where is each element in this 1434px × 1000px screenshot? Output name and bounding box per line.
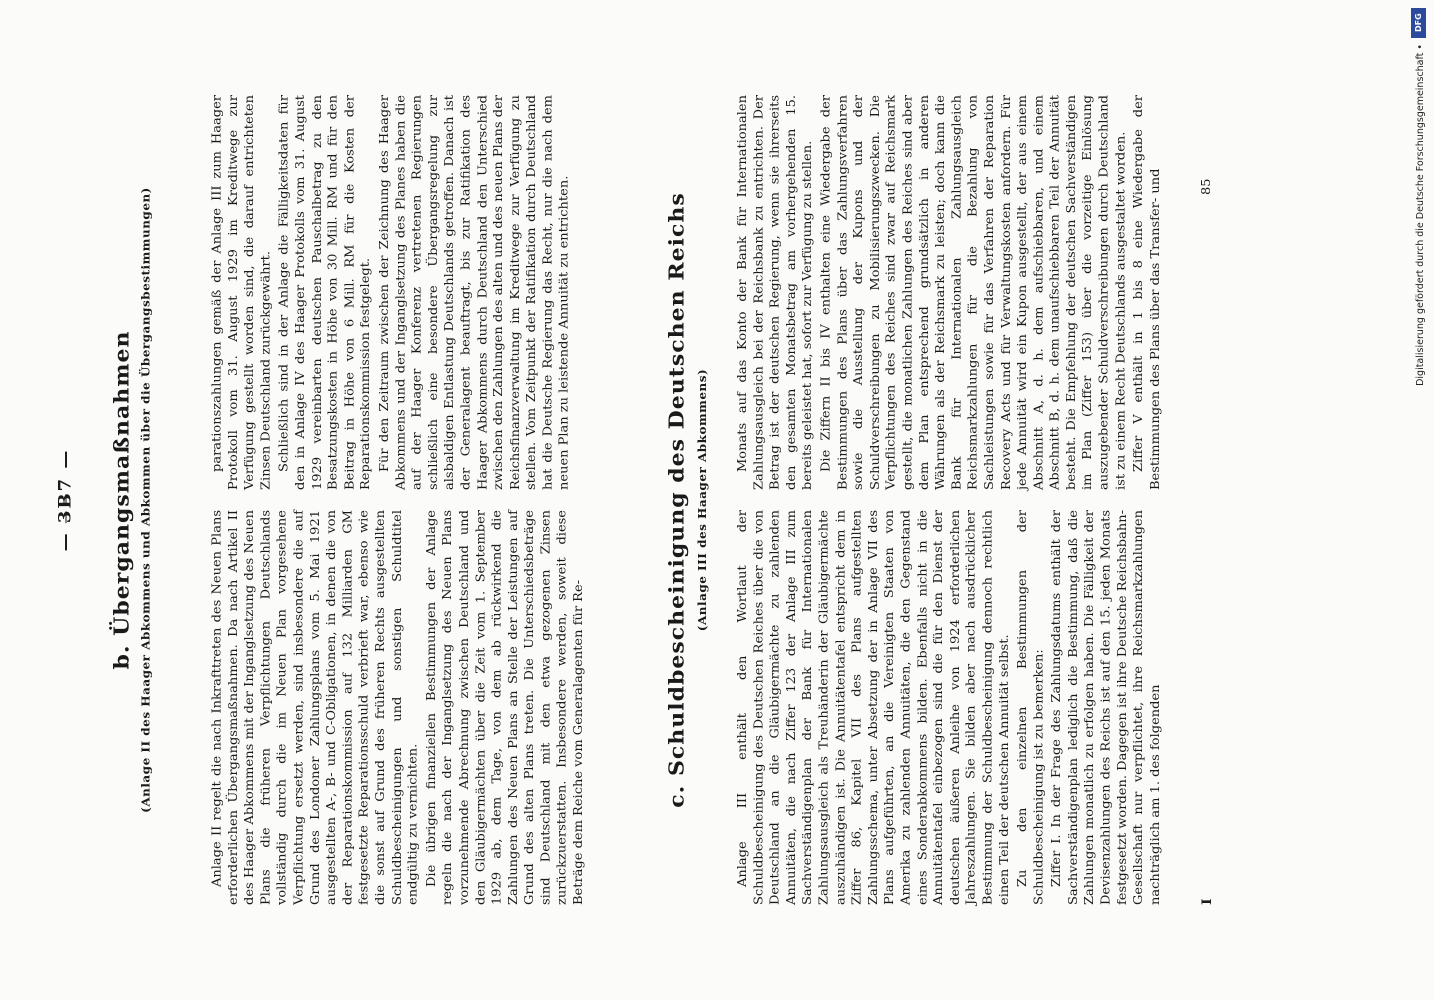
dfg-credit-text: Digitalisierung gefördert durch die Deutsche Forschungsgemeinschaft • (1415, 44, 1426, 386)
paragraph: Anlage II regelt die nach Inkrafttreten des Neuen Plans erforderlichen Übergangsmaßnahmen. Da nach Artikel II des Haager Abkommens mit der Inganglsetzung des Neuen Plans die früheren Verpflichtungen Deutschlands vollständig durch die im Neuen Plan vorgesehene Verpflichtung ersetzt werden, sind insbesondere die auf Grund des Londoner Zahlungsplans vom 5. Mai 1921 ausgestellten A-, B- und C-Obligationen, in denen die von der Reparationskommission auf 132 Milliarden GM festgesetzte Reparationsschuld verbrieft war, ebenso wie die sonst auf Grund des früheren Rechts ausgestellten Schuldbescheinigungen und sonstigen Schuldtitel endgültig zu vernichten. (210, 510, 421, 905)
section-c-subtitle: (Anlage III des Haager Abkommens) (695, 368, 709, 632)
dfg-credit-strip (1404, 0, 1428, 1000)
section-b-subtitle: (Anlage II des Haager Abkommens und Abkommen über die Übergangsbestimmungen) (139, 187, 153, 813)
dfg-logo-icon: DFG (1411, 8, 1426, 38)
section-b-title: b. Übergangsmaßnahmen (109, 330, 134, 670)
paragraph: Für den Zeitraum zwischen der Zeichnung des Haager Abkommens und der Inganglsetzung des Planes haben die auf der Haager Konferenz vertretenen Regierungen schließlich eine besondere Übergangsregelung zur alsbaldigen Entlastung Deutschlands getroffen. Danach ist der Generalagent beauftragt, bis zur Ratifikation des Haager Abkommens durch Deutschland den Unterschied zwischen den Zahlungen des alten und des neuen Plans der Reichsfinanzverwaltung im Kreditwege zur Verfügung zu stellen. Vom Zeitpunkt der Ratifikation durch Deutschland hat die Deutsche Regierung das Recht, nur die nach dem neuen Plan zu leistende Annuität zu entrichten. (377, 95, 572, 490)
paragraph: parationszahlungen gemäß der Anlage III zum Haager Protokoll vom 31. August 1929 im Kreditwege zur Verfügung gestellt worden sind, die darauf entrichteten Zinsen Deutschland zurückgewährt. (210, 95, 274, 490)
paragraph: Die Ziffern II bis IV enthalten eine Wiedergabe der Bestimmungen des Plans über das Zahlungsverfahren sowie die Ausstellung der Kupons und der Schuldverschreibungen zu Mobilisierungszwecken. Die Verpflichtungen des Reiches sind zwar auf Reichsmark gestellt, die monatlichen Zahlungen des Reiches sind aber dem Plan entsprechend grundsätzlich in anderen Währungen als der Reichsmark zu leisten; doch kann die Bank für Internationalen Zahlungsausgleich Reichsmarkzahlungen für die Bezahlung von Sachleistungen sowie für das Verfahren der Reparation Recovery Acts und für Verwaltungskosten anfordern. Für jede Annuität wird ein Kupon ausgestellt, der aus einem Abschnitt A, d. h. dem aufschiebbaren, und einem Abschnitt B, d. h. dem unaufschiebbaren Teil der Annuität besteht. Die Empfehlung der deutschen Sachverständigen im Plan (Ziffer 153) über die vorzeitige Einlösung auszugebender Schuldverschreibungen durch Deutschland ist zu einem Recht Deutschlands ausgestaltet worden. (819, 95, 1128, 490)
paragraph: Ziffer V enthält in 1 bis 8 eine Wiedergabe der Bestimmungen des Plans über das Transfer- und (1132, 95, 1163, 490)
section-b-right-column (209, 95, 573, 490)
paragraph: Anlage III enthält den Wortlaut der Schuldbescheinigung des Deutschen Reiches über die von Deutschland an die Gläubigermächte zu zahlenden Annuitäten, die nach Ziffer 123 der Anlage III zum Sachverständigenplan der Bank für Internationalen Zahlungsausgleich als Treuhänderin der Gläubigermächte auszuhändigen ist. Die Annuitätentafel entspricht dem in Ziffer 86, Kapitel VII des Plans aufgestellten Zahlungsschema, unter Absetzung der in Anlage VII des Plans aufgeführten, an die Vereinigten Staaten von Amerika zu zahlenden Annuitäten, die den Gegenstand eines Sonderabkommens bilden. Ebenfalls nicht in die Annuitätentafel einbezogen sind die für den Dienst der deutschen äußeren Anleihe von 1924 erforderlichen Jahreszahlungen. Sie bilden aber nach ausdrücklicher Bestimmung der Schuldbescheinigung dennoch rechtlich einen Teil der deutschen Annuität selbst. (735, 510, 1012, 905)
signature-mark: I (1199, 898, 1215, 905)
paragraph: Zu den einzelnen Bestimmungen der Schuldbescheinigung ist zu bemerken: (1015, 510, 1046, 905)
page-header-number: — 3̶B̶7 — (55, 448, 76, 552)
section-c-title: c. Schuldbescheinigung des Deutschen Reichs (664, 192, 690, 808)
paragraph: Die übrigen finanziellen Bestimmungen der Anlage regeln die nach der Inganglsetzung des Neuen Plans vorzunehmende Abrechnung zwischen Deutschland und den Gläubigermächten über die Zeit vom 1. September 1929 ab, dem Tage, von dem ab rückwirkend die Zahlungen des Neuen Plans an Stelle der Leistungen auf Grund des alten Plans treten. Die Unterschiedsbeträge sind Deutschland mit den etwa gezogenen Zinsen zurückzuerstatten. Insbesondere werden, soweit diese Beträge dem Reiche vom Generalagenten für Re- (424, 510, 586, 905)
paragraph: Monats auf das Konto der Bank für Internationalen Zahlungsausgleich bei der Reichsbank zu entrichten. Der Betrag ist der deutschen Regierung, wenn sie ihrerseits den gesamten Monatsbetrag am vorhergehenden 15. bereits geleistet hat, sofort zur Verfügung zu stellen. (735, 95, 816, 490)
paragraph: Schließlich sind in der Anlage die Fälligkeitsdaten für den in Anlage IV des Haager Protokolls vom 31. August 1929 vereinbarten deutschen Pauschalbetrag zu den Besatzungskosten in Höhe von 30 Mill. RM und für den Beitrag in Höhe von 6 Mill. RM für die Kosten der Reparationskommission festgelegt. (277, 95, 374, 490)
section-c-right-column (735, 95, 1164, 490)
section-c-left-column (735, 510, 1164, 905)
paragraph: Ziffer I. In der Frage des Zahlungsdatums enthält der Sachverständigenplan lediglich die Bestimmung, daß die Zahlungen monatlich zu erfolgen haben. Die Fälligkeit der Devisenzahlungen des Reichs ist auf den 15. jeden Monats festgesetzt worden. Dagegen ist ihre Deutsche Reichsbahn-Gesellschaft nur verpflichtet, ihre Reichsmarkzahlungen nachträglich am 1. des folgenden (1050, 510, 1163, 905)
section-b-left-column (209, 510, 587, 905)
page-footer-number: 85 (1199, 178, 1214, 195)
